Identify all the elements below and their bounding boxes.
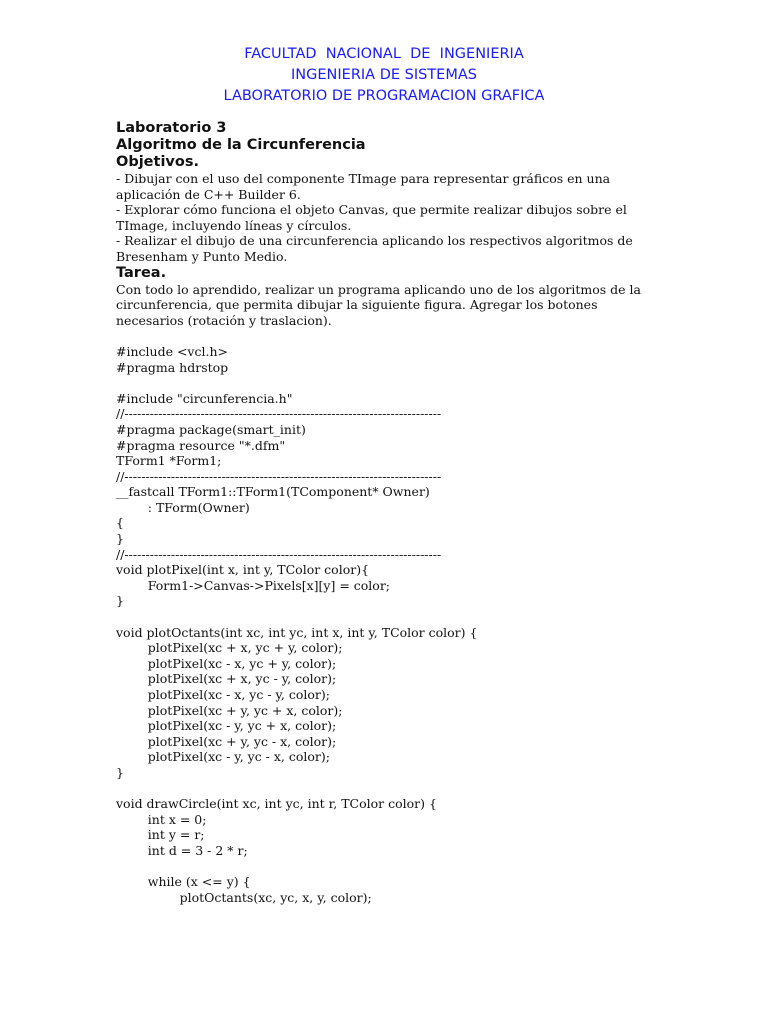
objectives-heading: Objetivos. xyxy=(116,154,199,170)
code-line: #pragma resource "*.dfm" xyxy=(116,437,286,453)
code-line: int x = 0; xyxy=(116,811,207,827)
document-body xyxy=(116,120,656,905)
code-line: : TForm(Owner) xyxy=(116,499,250,515)
task-description: Con todo lo aprendido, realizar un programa aplicando uno de los algoritmos de la circunferencia, que permita dibujar la siguiente figura. Agregar los botones necesarios (rotación y traslacion). xyxy=(116,281,642,328)
code-listing xyxy=(116,328,656,905)
code-line: plotPixel(xc - x, yc + y, color); xyxy=(116,655,337,671)
code-line: plotOctants(xc, yc, x, y, color); xyxy=(116,889,372,905)
lab-number-heading: Laboratorio 3 xyxy=(116,120,227,136)
laboratory-title: LABORATORIO DE PROGRAMACION GRAFICA xyxy=(223,88,545,104)
code-line: //--------------------------------------------------------------------------- xyxy=(116,546,442,562)
code-line: } xyxy=(116,764,124,780)
code-line xyxy=(116,328,656,344)
code-line: while (x <= y) { xyxy=(116,874,251,890)
code-line: plotPixel(xc - y, yc + x, color); xyxy=(116,718,337,734)
code-line: int d = 3 - 2 * r; xyxy=(116,842,248,858)
code-line xyxy=(116,781,656,797)
code-line: void plotPixel(int x, int y, TColor color){ xyxy=(116,562,370,578)
code-line xyxy=(116,859,656,875)
code-line: __fastcall TForm1::TForm1(TComponent* Owner) xyxy=(116,484,430,500)
code-line xyxy=(116,375,656,391)
department-title: INGENIERIA DE SISTEMAS xyxy=(291,67,477,83)
code-line xyxy=(116,609,656,625)
lab-title-heading: Algoritmo de la Circunferencia xyxy=(116,137,366,153)
code-line: void drawCircle(int xc, int yc, int r, TColor color) { xyxy=(116,796,437,812)
code-line: int y = r; xyxy=(116,827,205,843)
code-line: Form1->Canvas->Pixels[x][y] = color; xyxy=(116,577,391,593)
document-header xyxy=(0,44,768,107)
code-line: TForm1 *Form1; xyxy=(116,453,222,469)
code-line: plotPixel(xc + y, yc + x, color); xyxy=(116,702,343,718)
code-line: //--------------------------------------------------------------------------- xyxy=(116,406,442,422)
code-line: #include "circunferencia.h" xyxy=(116,390,293,406)
objective-item: - Realizar el dibujo de una circunferencia aplicando los respectivos algoritmos de Bresenham y Punto Medio. xyxy=(116,233,633,264)
objective-item: - Dibujar con el uso del componente TImage para representar gráficos en una aplicación de C++ Builder 6. xyxy=(116,171,611,202)
code-line: } xyxy=(116,531,124,547)
code-line: #pragma hdrstop xyxy=(116,359,229,375)
code-line: void plotOctants(int xc, int yc, int x, int y, TColor color) { xyxy=(116,624,478,640)
code-line: plotPixel(xc + x, yc - y, color); xyxy=(116,671,337,687)
task-heading: Tarea. xyxy=(116,264,167,281)
code-line: //--------------------------------------------------------------------------- xyxy=(116,468,442,484)
code-line: plotPixel(xc + y, yc - x, color); xyxy=(116,733,337,749)
code-line: plotPixel(xc - x, yc - y, color); xyxy=(116,687,330,702)
faculty-title: FACULTAD NACIONAL DE INGENIERIA xyxy=(244,46,524,62)
code-line: { xyxy=(116,515,124,531)
objective-item: - Explorar cómo funciona el objeto Canvas, que permite realizar dibujos sobre el TImage, incluyendo líneas y círculos. xyxy=(116,202,627,233)
code-line: #pragma package(smart_init) xyxy=(116,421,306,437)
code-line: plotPixel(xc + x, yc + y, color); xyxy=(116,640,343,656)
code-line: } xyxy=(116,593,124,609)
code-line: #include <vcl.h> xyxy=(116,343,228,359)
code-line: plotPixel(xc - y, yc - x, color); xyxy=(116,749,330,765)
